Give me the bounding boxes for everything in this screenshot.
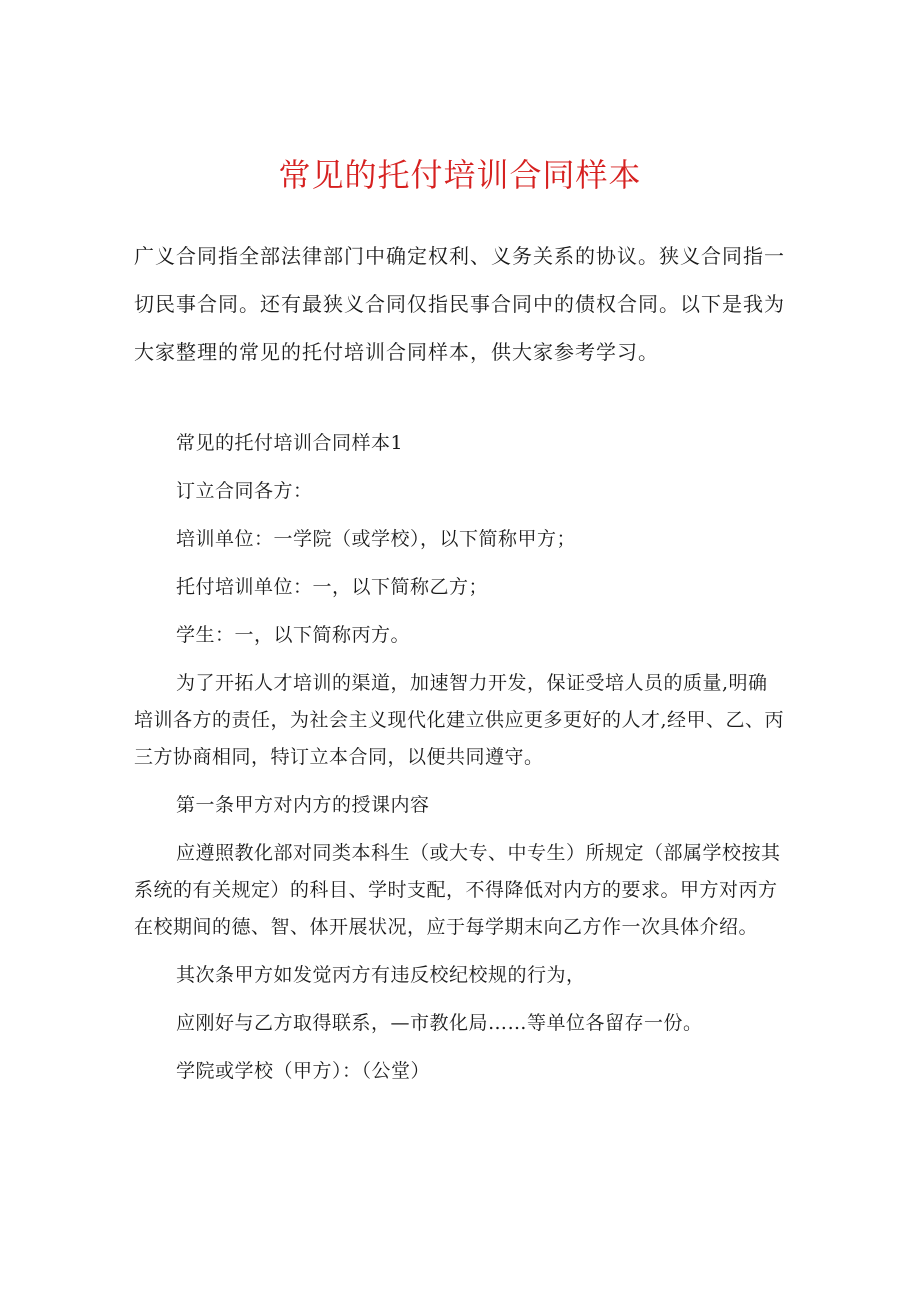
article-2-body: 应刚好与乙方取得联系，—市教化局……等单位各留存一份。 (176, 1012, 703, 1034)
article-1-body: 应遵照教化部对同类本科生（或大专、中专生）所规定（部属学校按其系统的有关规定）的科目、学时支配，不得降低对内方的要求。甲方对丙方在校期间的德、智、体开展状况，应于每学期末向乙方作一次具体介绍。 (134, 842, 781, 938)
party-c-line: 学生：一，以下简称丙方。 (176, 624, 411, 646)
party-b-line: 托付培训单位：一，以下简称乙方； (176, 576, 489, 598)
contract-parties-label: 订立合同各方： (176, 480, 313, 502)
signature-line: 学院或学校（甲方）：（公堂） (176, 1060, 431, 1082)
contract-heading: 常见的托付培训合同样本1 (176, 432, 404, 454)
article-1-heading: 第一条甲方对内方的授课内容 (176, 794, 430, 816)
intro-paragraph: 广义合同指全部法律部门中确定权利、义务关系的协议。狭义合同指一切民事合同。还有最狭义合同仅指民事合同中的债权合同。以下是我为大家整理的常见的托付培训合同样本，供大家参考学习。 (134, 244, 785, 364)
contract-body (134, 425, 786, 1101)
purpose-paragraph: 为了开拓人才培训的渠道，加速智力开发，保证受培人员的质量,明确培训各方的责任，为社会主义现代化建立供应更多更好的人才,经甲、乙、丙三方协商相同，特订立本合同，以便共同遵守。 (134, 672, 785, 768)
party-a-line: 培训单位：一学院（或学校），以下简称甲方； (176, 528, 577, 550)
article-2-heading: 其次条甲方如发觉丙方有违反校纪校规的行为， (176, 964, 586, 986)
document-title: 常见的托付培训合同样本 (278, 156, 642, 194)
